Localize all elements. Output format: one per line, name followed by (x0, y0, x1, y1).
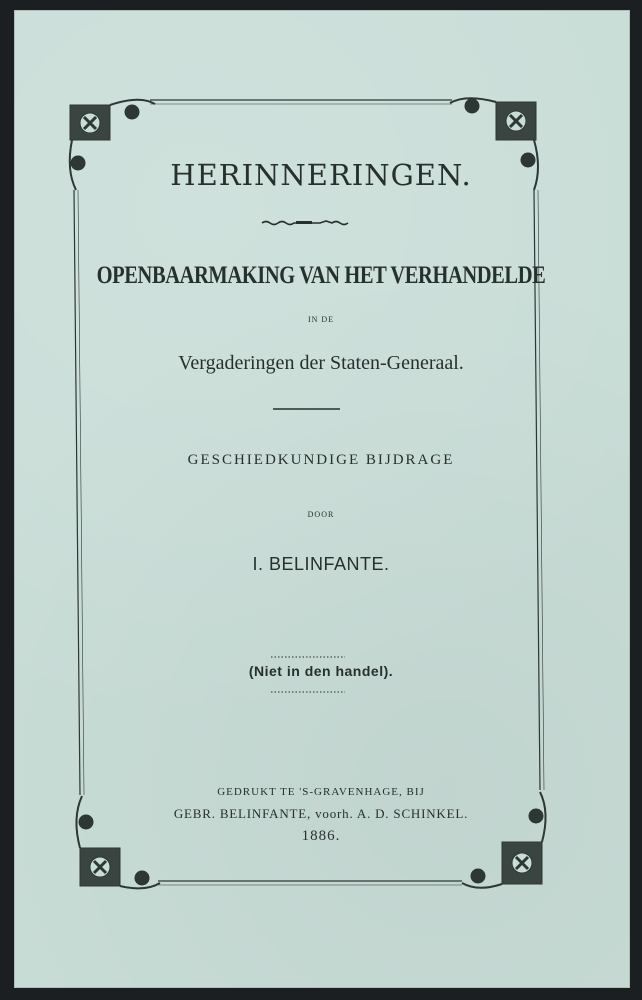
book-subheading: Vergaderingen der Staten-Generaal. (178, 352, 464, 374)
book-title: HERINNERINGEN. (170, 158, 472, 192)
publisher: GEBR. BELINFANTE, voorh. A. D. SCHINKEL. (173, 806, 469, 821)
not-for-sale-note: (Niet in den handel). (248, 663, 394, 679)
history-line: GESCHIEDKUNDIGE BIJDRAGE (187, 452, 455, 468)
author-name: I. BELINFANTE. (252, 554, 390, 574)
connector-in-de: IN DE (307, 315, 335, 324)
publication-year: 1886. (301, 828, 341, 844)
book-heading: OPENBAARMAKING VAN HET VERHANDELDE (96, 262, 546, 289)
printed-at: GEDRUKT TE 'S-GRAVENHAGE, BIJ (217, 786, 425, 798)
connector-door: DOOR (307, 510, 335, 519)
